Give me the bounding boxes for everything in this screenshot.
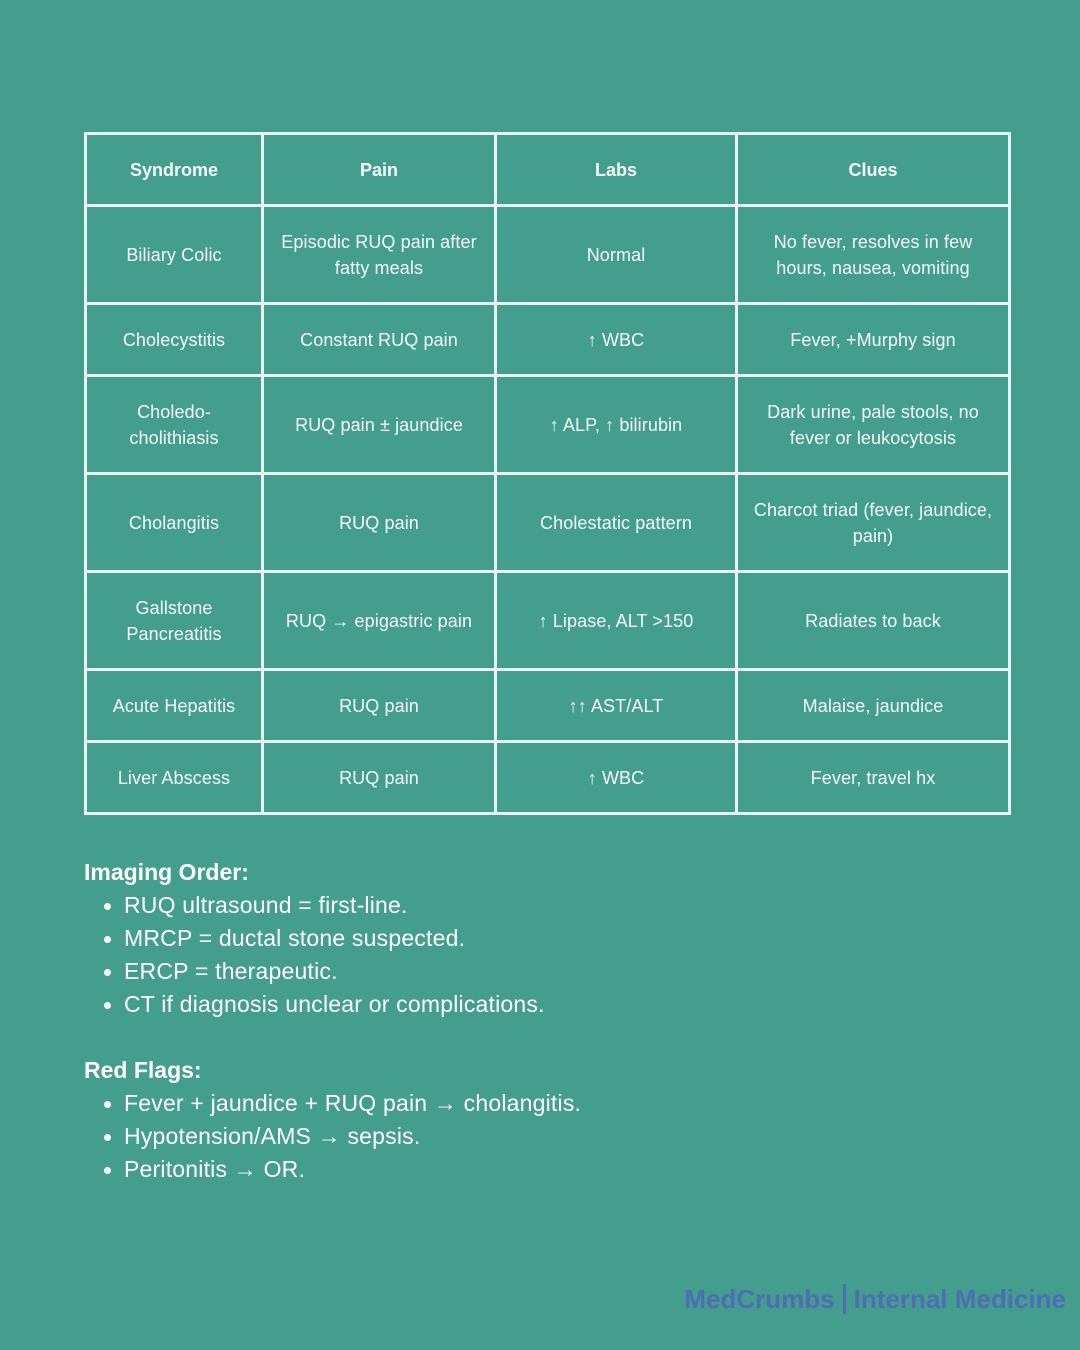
imaging-order-section [84, 857, 545, 1021]
list-item: Fever + jaundice + RUQ pain → cholangitis. [124, 1087, 581, 1120]
cell-syndrome: Acute Hepatitis [86, 670, 263, 742]
cell-syndrome: Biliary Colic [86, 206, 263, 304]
list-item: Hypotension/AMS → sepsis. [124, 1120, 581, 1153]
cell-labs: ↑ ALP, ↑ bilirubin [496, 376, 737, 474]
cell-clues: Dark urine, pale stools, no fever or leukocytosis [737, 376, 1010, 474]
cell-syndrome: Liver Abscess [86, 742, 263, 814]
list-item: Peritonitis → OR. [124, 1153, 581, 1186]
cell-pain: RUQ pain [263, 474, 496, 572]
cell-pain: RUQ pain [263, 742, 496, 814]
cell-syndrome: Cholecystitis [86, 304, 263, 376]
table-row [86, 474, 1010, 572]
list-item: CT if diagnosis unclear or complications. [124, 988, 545, 1021]
footer-section: Internal Medicine [853, 1284, 1066, 1314]
footer-brand: MedCrumbs [684, 1284, 835, 1314]
column-header-pain: Pain [263, 134, 496, 206]
list-item: RUQ ultrasound = first-line. [124, 889, 545, 922]
cell-pain: Episodic RUQ pain after fatty meals [263, 206, 496, 304]
cell-labs: ↑↑ AST/ALT [496, 670, 737, 742]
cell-labs: ↑ Lipase, ALT >150 [496, 572, 737, 670]
cell-clues: No fever, resolves in few hours, nausea, vomiting [737, 206, 1010, 304]
cell-clues: Charcot triad (fever, jaundice, pain) [737, 474, 1010, 572]
cell-syndrome: Cholangitis [86, 474, 263, 572]
cell-pain: RUQ pain ± jaundice [263, 376, 496, 474]
cell-clues: Fever, +Murphy sign [737, 304, 1010, 376]
footer-divider [843, 1284, 846, 1314]
table-row [86, 376, 1010, 474]
cell-clues: Malaise, jaundice [737, 670, 1010, 742]
table-row [86, 670, 1010, 742]
cell-pain: RUQ → epigastric pain [263, 572, 496, 670]
list-item: MRCP = ductal stone suspected. [124, 922, 545, 955]
column-header-syndrome: Syndrome [86, 134, 263, 206]
cell-labs: Normal [496, 206, 737, 304]
cell-labs: ↑ WBC [496, 304, 737, 376]
red-flags-list [84, 1087, 581, 1186]
cell-clues: Fever, travel hx [737, 742, 1010, 814]
cell-pain: Constant RUQ pain [263, 304, 496, 376]
table-row [86, 206, 1010, 304]
cell-pain: RUQ pain [263, 670, 496, 742]
list-item: ERCP = therapeutic. [124, 955, 545, 988]
syndrome-comparison-table [84, 132, 1011, 815]
footer-branding [684, 1282, 1066, 1316]
table-row [86, 742, 1010, 814]
red-flags-heading: Red Flags: [84, 1057, 202, 1083]
table-row [86, 304, 1010, 376]
imaging-order-list [84, 889, 545, 1021]
cell-syndrome: Gallstone Pancreatitis [86, 572, 263, 670]
column-header-labs: Labs [496, 134, 737, 206]
table-row [86, 572, 1010, 670]
column-header-clues: Clues [737, 134, 1010, 206]
cell-clues: Radiates to back [737, 572, 1010, 670]
cell-labs: Cholestatic pattern [496, 474, 737, 572]
cell-labs: ↑ WBC [496, 742, 737, 814]
red-flags-section [84, 1055, 581, 1186]
cell-syndrome: Choledo-cholithiasis [86, 376, 263, 474]
table-header-row [86, 134, 1010, 206]
imaging-order-heading: Imaging Order: [84, 859, 249, 885]
